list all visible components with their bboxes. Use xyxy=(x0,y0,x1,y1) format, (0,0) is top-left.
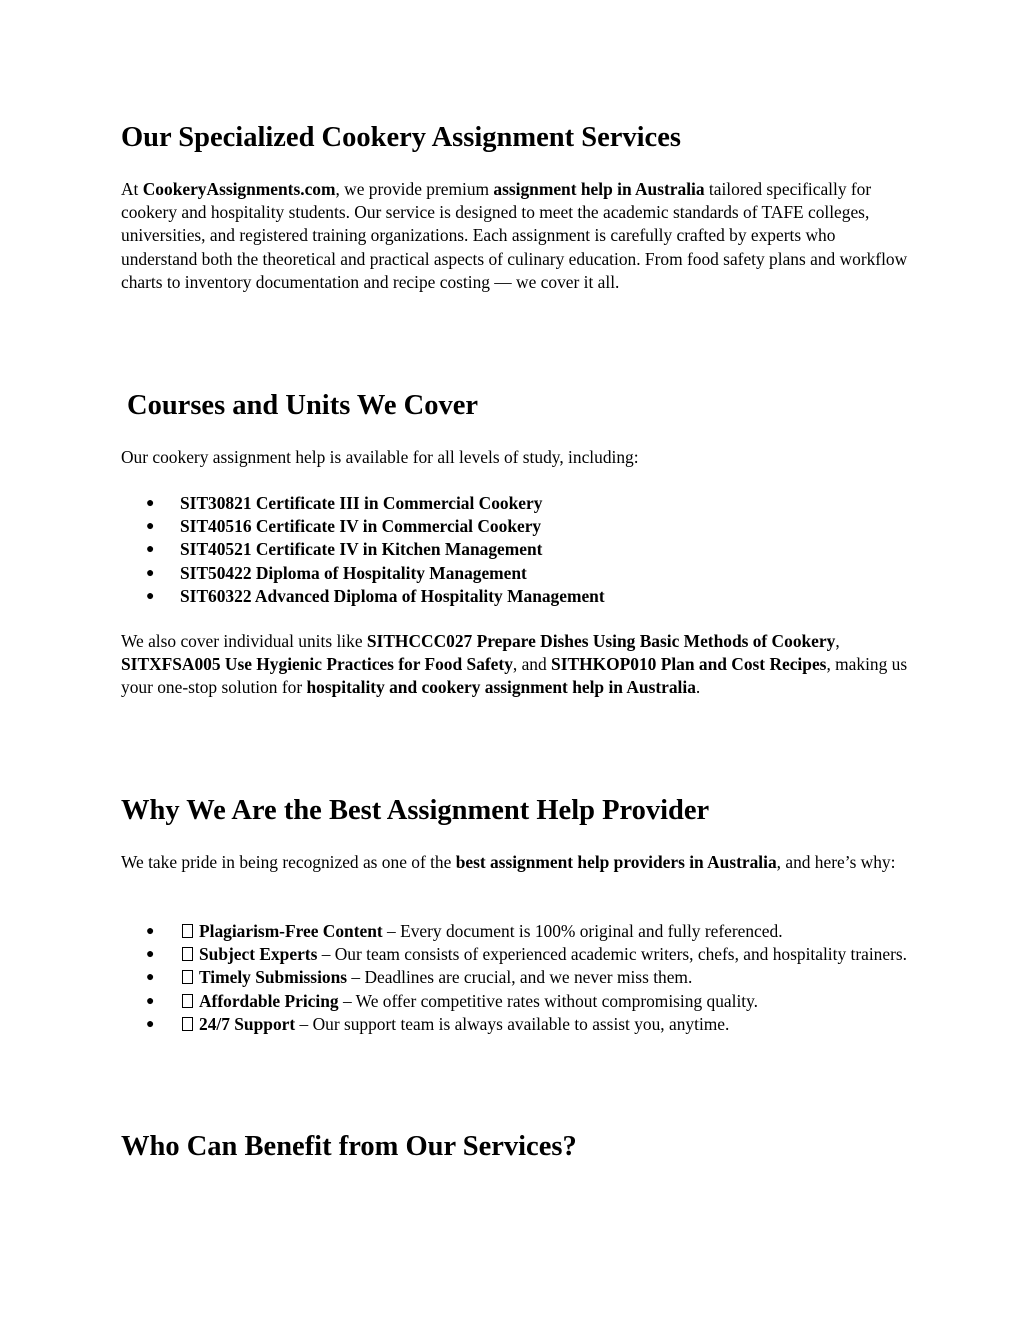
list-item xyxy=(121,943,911,966)
keyword-best-providers: best assignment help providers in Australia xyxy=(455,852,777,872)
bullet-icon: ● xyxy=(146,993,155,1009)
missing-glyph-icon xyxy=(182,994,193,1008)
bullet-icon: ● xyxy=(146,924,155,939)
reason-text: – Deadlines are crucial, and we never miss them. xyxy=(347,967,693,988)
course-name: SIT40516 Certificate IV in Commercial Cookery xyxy=(180,516,542,537)
text-run: , we provide premium xyxy=(335,179,494,199)
text-run: , making us your one-stop solution for xyxy=(121,654,908,698)
bullet-icon: ● xyxy=(146,542,155,558)
course-name: SIT30821 Certificate III in Commercial Cookery xyxy=(180,493,543,513)
text-run: At xyxy=(121,179,143,199)
bullet-icon: ● xyxy=(146,496,155,511)
unit-name: SITHKOP010 Plan and Cost Recipes xyxy=(551,654,827,675)
keyword-assignment-help: assignment help in Australia xyxy=(493,179,705,199)
bullet-icon: ● xyxy=(146,970,155,986)
bullet-icon: ● xyxy=(146,1016,155,1032)
section-heading-courses: Courses and Units We Cover xyxy=(127,390,478,421)
reason-title: Subject Experts xyxy=(199,944,318,965)
why-intro xyxy=(121,851,895,874)
list-item xyxy=(121,920,911,943)
services-paragraph xyxy=(121,178,911,294)
courses-list xyxy=(121,492,911,608)
missing-glyph-icon xyxy=(182,924,193,938)
courses-intro: Our cookery assignment help is available for all levels of study, including: xyxy=(121,447,639,467)
reason-text: – Our support team is always available to assist you, anytime. xyxy=(295,1013,730,1034)
course-name: SIT60322 Advanced Diploma of Hospitality Management xyxy=(180,585,605,606)
bullet-icon: ● xyxy=(146,588,155,604)
missing-glyph-icon xyxy=(182,970,193,984)
reason-text: – We offer competitive rates without compromising quality. xyxy=(338,990,759,1011)
list-item xyxy=(121,562,911,585)
list-item xyxy=(121,966,911,989)
unit-name: SITHCCC027 Prepare Dishes Using Basic Methods of Cookery xyxy=(366,631,836,651)
text-run: tailored specifically for cookery and hospitality students. Our service is designed to meet the academic standards of TAFE colleges, universities, and registered training organizations. Each assignment is carefully crafted by experts who understand both the theoretical and practical aspects of culinary education. From food safety plans and workflow charts to inventory documentation and recipe costing — we cover it all. xyxy=(121,179,908,292)
reason-title: 24/7 Support xyxy=(199,1013,296,1034)
bullet-icon: ● xyxy=(146,519,155,535)
bullet-icon: ● xyxy=(146,565,155,581)
site-name: CookeryAssignments.com xyxy=(142,179,336,199)
unit-name: SITXFSA005 Use Hygienic Practices for Food Safety xyxy=(121,654,513,675)
text-run: , and here’s why: xyxy=(776,852,896,872)
reason-text: – Every document is 100% original and fully referenced. xyxy=(382,921,783,941)
reason-title: Plagiarism-Free Content xyxy=(199,921,383,941)
section-heading-why-best: Why We Are the Best Assignment Help Provider xyxy=(121,795,710,826)
missing-glyph-icon xyxy=(182,947,193,961)
list-item xyxy=(121,538,911,561)
bullet-icon: ● xyxy=(146,947,155,963)
list-item xyxy=(121,990,911,1013)
list-item xyxy=(121,492,911,515)
text-run: We take pride in being recognized as one of the xyxy=(121,852,456,872)
text-run: , and xyxy=(512,654,552,675)
text-run: We also cover individual units like xyxy=(121,631,367,651)
list-item xyxy=(121,1013,911,1036)
course-name: SIT40521 Certificate IV in Kitchen Management xyxy=(180,539,543,560)
text-run: , xyxy=(835,631,840,651)
text-run: . xyxy=(695,677,701,698)
section-heading-services: Our Specialized Cookery Assignment Services xyxy=(121,122,681,153)
list-item xyxy=(121,515,911,538)
course-name: SIT50422 Diploma of Hospitality Management xyxy=(180,562,527,583)
section-heading-who-benefits: Who Can Benefit from Our Services? xyxy=(121,1131,577,1162)
keyword-hospitality-help: hospitality and cookery assignment help in Australia xyxy=(306,677,696,698)
reason-title: Timely Submissions xyxy=(199,967,348,988)
list-item xyxy=(121,585,911,608)
reasons-list xyxy=(121,920,911,1036)
reason-title: Affordable Pricing xyxy=(199,990,339,1011)
missing-glyph-icon xyxy=(182,1017,193,1031)
units-paragraph xyxy=(121,630,911,700)
reason-text: – Our team consists of experienced academic writers, chefs, and hospitality trainers. xyxy=(317,944,907,965)
